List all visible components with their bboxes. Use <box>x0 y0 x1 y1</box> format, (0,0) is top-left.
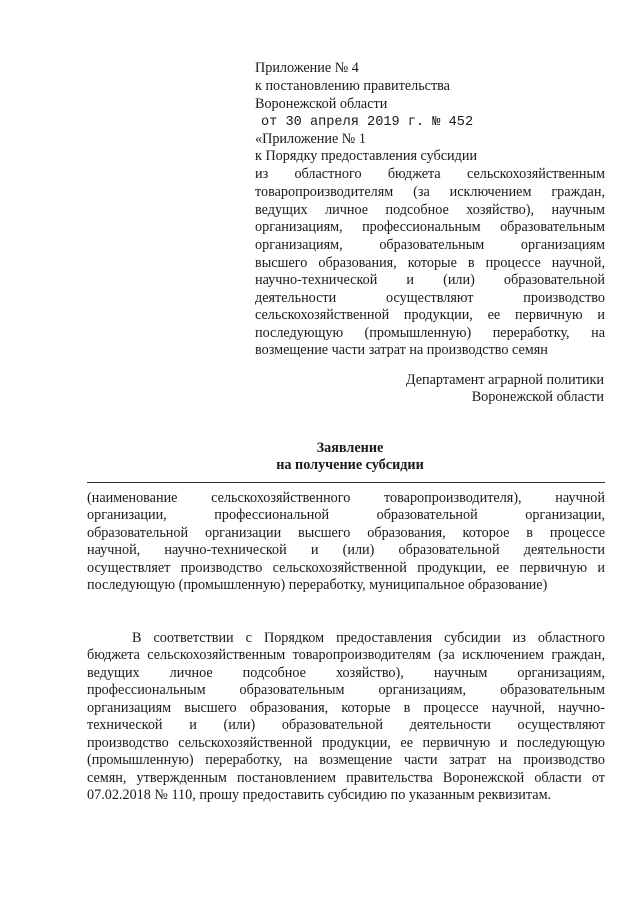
appendix-label: Приложение № 4 <box>255 60 359 76</box>
procedure-line: научно-технической и (или) образовательной <box>255 272 605 288</box>
procedure-line: ведущих личное подсобное хозяйство), научным <box>255 202 605 218</box>
applicant-caption-line: научной, научно-технической и (или) образовательной деятельности <box>87 542 605 558</box>
body-line: профессиональным образовательным организациям, образовательным <box>87 682 605 698</box>
region-label: Воронежской области <box>255 96 388 112</box>
recipient-department: Департамент аграрной политики <box>405 372 604 388</box>
body-line: производство сельскохозяйственной продукции, ее первичную и последующую <box>87 735 605 751</box>
procedure-line: к Порядку предоставления субсидии <box>255 148 478 164</box>
procedure-line: организациям, профессиональным образовательным <box>255 219 605 235</box>
document-subtitle: на получение субсидии <box>276 457 424 473</box>
applicant-caption-line: последующую (промышленную) переработку, муниципальное образование) <box>87 577 548 593</box>
body-line: технической и (или) образовательной деятельности осуществляют <box>87 717 605 733</box>
procedure-line: возмещение части затрат на производство семян <box>255 342 548 358</box>
recipient-region: Воронежской области <box>471 389 604 405</box>
applicant-caption-line: образовательной организации высшего образования, которое в процессе <box>87 525 605 541</box>
procedure-line: из областного бюджета сельскохозяйственным <box>255 166 605 182</box>
applicant-caption-line: организации, профессиональной образовательной организации, <box>87 507 605 523</box>
applicant-caption-line: (наименование сельскохозяйственного товаропроизводителя), научной <box>87 490 605 506</box>
procedure-line: деятельности осуществляют производство <box>255 290 605 306</box>
body-line: 07.02.2018 № 110, прошу предоставить субсидию по указанным реквизитам. <box>87 787 552 803</box>
procedure-line: организациям, образовательным организациям <box>255 237 605 253</box>
procedure-line: товаропроизводителям (за исключением граждан, <box>255 184 605 200</box>
quoted-appendix-label: «Приложение № 1 <box>255 131 366 147</box>
procedure-line: сельскохозяйственной продукции, ее первичную и <box>255 307 605 323</box>
document-title: Заявление <box>316 440 384 456</box>
applicant-caption-line: осуществляет производство сельскохозяйственной продукции, ее первичную и <box>87 560 605 576</box>
body-line: семян, утвержденным постановлением правительства Воронежской области от <box>87 770 605 786</box>
body-line: В соответствии с Порядком предоставления субсидии из областного <box>132 630 605 646</box>
procedure-line: последующую (промышленную) переработку, на <box>255 325 605 341</box>
applicant-name-line <box>87 482 605 483</box>
procedure-line: высшего образования, которые в процессе научной, <box>255 255 605 271</box>
body-line: (промышленную) переработку, на возмещение части затрат на производство <box>87 752 605 768</box>
body-line: ведущих личное подсобное хозяйство), научным организациям, <box>87 665 605 681</box>
decree-date: от 30 апреля 2019 г. № 452 <box>261 115 474 130</box>
body-line: организациям высшего образования, которые в процессе научной, научно- <box>87 700 605 716</box>
decree-reference: к постановлению правительства <box>255 78 450 94</box>
body-line: бюджета сельскохозяйственным товаропроизводителям (за исключением граждан, <box>87 647 605 663</box>
